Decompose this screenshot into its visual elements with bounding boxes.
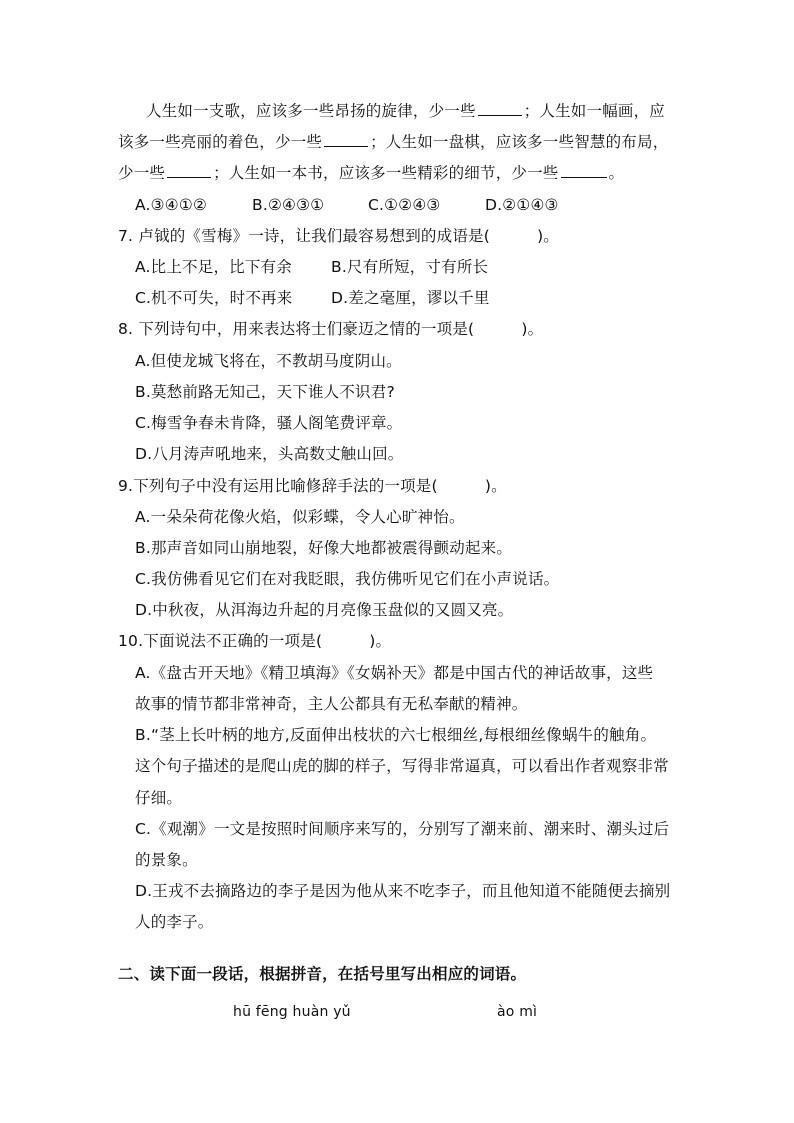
q10-option-c[interactable]: C.《观潮》一文是按照时间顺序来写的，分别写了潮来前、潮来时、潮头过后 (135, 820, 670, 838)
pinyin-hu-feng-huan-yu: hū fēng huàn yǔ (233, 1004, 351, 1020)
q7-stem: 7. 卢钺的《雪梅》一诗，让我们最容易想到的成语是( )。 (118, 227, 560, 245)
q6-text: ；人生如一本书，应该多一些精彩的细节，少一些 (213, 164, 559, 182)
q6-text: ；人生如一盘棋，应该多一些智慧的布局， (370, 133, 669, 151)
q10-option-d-cont: 人的李子。 (135, 913, 214, 931)
q6-text: ；人生如一幅画，应 (523, 102, 666, 120)
q6-text: 该多一些亮丽的着色，少一些 (118, 133, 323, 151)
q7-option-b[interactable]: B.尺有所短，寸有所长 (331, 258, 489, 276)
pinyin-ao-mi: ào mì (497, 1004, 538, 1020)
answer-blank (561, 162, 607, 178)
q10-option-b-cont: 这个句子描述的是爬山虎的脚的样子，写得非常逼真，可以看出作者观察非常 (135, 757, 669, 775)
q10-option-b[interactable]: B.“茎上长叶柄的地方,反面伸出枝状的六七根细丝,每根细丝像蜗牛的触角。 (135, 726, 657, 744)
q10-option-d[interactable]: D.王戎不去摘路边的李子是因为他从来不吃李子，而且他知道不能随便去摘别 (135, 882, 671, 900)
q10-option-a[interactable]: A.《盘古开天地》《精卫填海》《女娲补天》都是中国古代的神话故事，这些 (135, 664, 654, 682)
q6-paragraph-line1 (146, 100, 665, 122)
q6-paragraph-line2 (118, 131, 668, 153)
q10-option-b-cont2: 仔细。 (135, 789, 183, 807)
q6-option-d[interactable]: D.②①④③ (485, 196, 559, 214)
q8-option-d[interactable]: D.八月涛声吼地来，头高数丈触山回。 (135, 445, 404, 463)
answer-blank (167, 162, 211, 178)
q8-option-a[interactable]: A.但使龙城飞将在，不教胡马度阴山。 (135, 352, 402, 370)
q6-option-a[interactable]: A.③④①② (135, 196, 208, 214)
q9-option-b[interactable]: B.那声音如同山崩地裂，好像大地都被震得颤动起来。 (135, 539, 513, 557)
q7-option-a[interactable]: A.比上不足，比下有余 (135, 258, 292, 276)
q10-option-a-cont: 故事的情节都非常神奇，主人公都具有无私奉献的精神。 (135, 695, 528, 713)
q8-option-c[interactable]: C.梅雪争春未肯降，骚人阁笔费评章。 (135, 414, 403, 432)
q9-option-d[interactable]: D.中秋夜，从洱海边升起的月亮像玉盘似的又圆又亮。 (135, 601, 514, 619)
q8-stem: 8. 下列诗句中，用来表达将士们豪迈之情的一项是( )。 (118, 320, 544, 338)
q6-option-c[interactable]: C.①②④③ (368, 196, 441, 214)
q6-options (135, 194, 559, 216)
q6-option-b[interactable]: B.②④③① (252, 196, 325, 214)
answer-blank (478, 100, 522, 116)
section2-heading: 二、读下面一段话，根据拼音，在括号里写出相应的词语。 (118, 965, 527, 983)
q9-stem: 9.下列句子中没有运用比喻修辞手法的一项是( )。 (118, 477, 507, 495)
q9-option-a[interactable]: A.一朵朵荷花像火焰，似彩蝶，令人心旷神怡。 (135, 508, 465, 526)
q6-text: 少一些 (118, 164, 166, 182)
q7-options-row1 (135, 256, 488, 278)
q6-text: 。 (608, 164, 625, 182)
q7-option-c[interactable]: C.机不可失，时不再来 (135, 289, 293, 307)
q7-options-row2 (135, 287, 490, 309)
answer-blank (324, 131, 368, 147)
q7-option-d[interactable]: D.差之毫厘，谬以千里 (331, 289, 490, 307)
q10-option-c-cont: 的景象。 (135, 851, 198, 869)
q10-stem: 10.下面说法不正确的一项是( )。 (118, 632, 392, 650)
q6-text: 人生如一支歌，应该多一些昂扬的旋律，少一些 (146, 102, 476, 120)
q6-paragraph-line3 (118, 162, 624, 184)
q9-option-c[interactable]: C.我仿佛看见它们在对我眨眼，我仿佛听见它们在小声说话。 (135, 570, 560, 588)
q8-option-b[interactable]: B.莫愁前路无知己，天下谁人不识君? (135, 383, 395, 401)
